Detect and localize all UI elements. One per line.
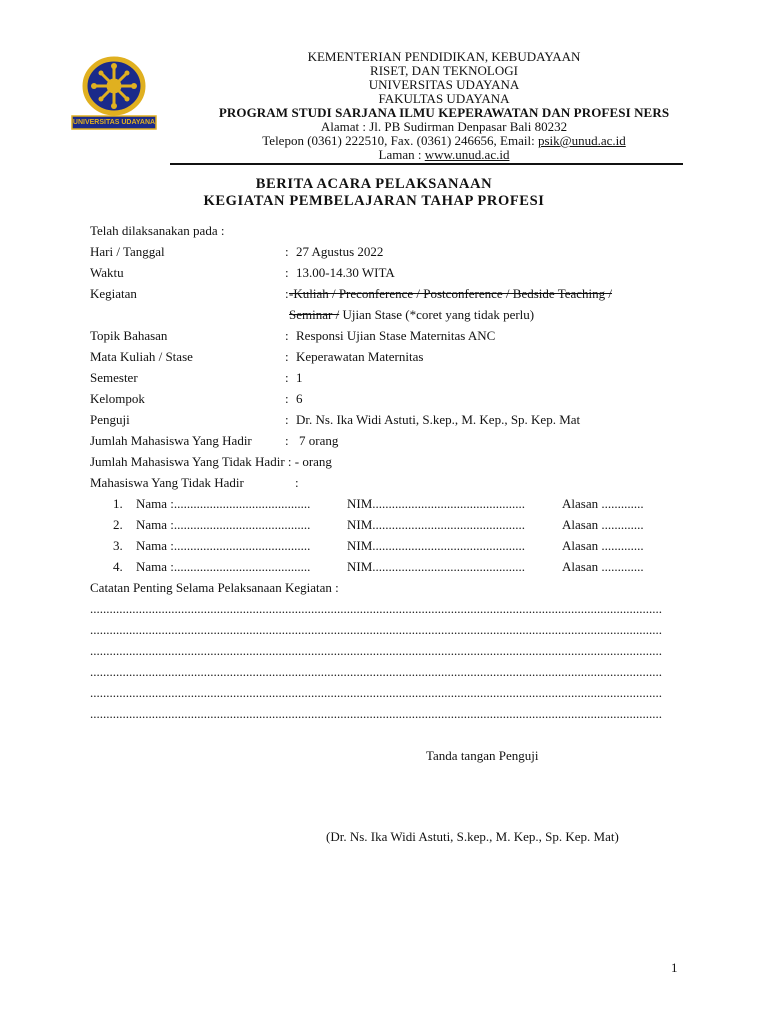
field-label-time: Waktu <box>90 265 124 280</box>
header-divider <box>170 163 683 165</box>
field-colon: : <box>285 370 289 385</box>
list-item-name: Nama :.......................................... <box>136 538 311 553</box>
header-ministry: KEMENTERIAN PENDIDIKAN, KEBUDAYAAN <box>307 49 581 64</box>
field-value-present: 7 orang <box>299 433 339 448</box>
logo-text: UNIVERSITAS UDAYANA <box>72 119 156 126</box>
field-colon: : <box>285 286 289 301</box>
document-title-line2: KEGIATAN PEMBELAJARAN TAHAP PROFESI <box>203 193 545 209</box>
field-value-semester: 1 <box>296 370 303 385</box>
field-colon: : <box>285 328 289 343</box>
header-faculty: FAKULTAS UDAYANA <box>378 91 510 106</box>
field-colon: : <box>285 391 289 406</box>
document-title-line1: BERITA ACARA PELAKSANAAN <box>255 176 493 192</box>
university-logo <box>68 48 160 132</box>
field-colon: : <box>285 265 289 280</box>
field-label-examiner: Penguji <box>90 412 130 427</box>
notes-line: ................................................................................................................................................................................ <box>90 622 662 637</box>
field-label-date: Hari / Tanggal <box>90 244 165 259</box>
field-colon: : <box>285 433 289 448</box>
field-value-course: Keperawatan Maternitas <box>296 349 424 364</box>
list-item-number: 1. <box>113 496 123 511</box>
list-item-nim: NIM............................................... <box>347 496 526 511</box>
list-item-reason: Alasan ............. <box>562 496 644 511</box>
list-item-nim: NIM............................................... <box>347 538 526 553</box>
list-item-name: Nama :.......................................... <box>136 517 311 532</box>
activity-value <box>289 307 534 322</box>
field-value-examiner: Dr. Ns. Ika Widi Astuti, S.kep., M. Kep., Sp. Kep. Mat <box>296 412 581 427</box>
activity-struck-options: -Kuliah / Preconference / Postconference / Bedside Teaching / <box>289 286 613 301</box>
list-item-name: Nama :.......................................... <box>136 559 311 574</box>
field-value-topic: Responsi Ujian Stase Maternitas ANC <box>296 328 496 343</box>
header-address: Alamat : Jl. PB Sudirman Denpasar Bali 80232 <box>320 119 568 134</box>
activity-struck-seminar: Seminar / <box>289 307 340 322</box>
field-label-group: Kelompok <box>90 391 145 406</box>
field-value-date: 27 Agustus 2022 <box>296 244 384 259</box>
page-number: 1 <box>671 960 678 975</box>
field-colon: : <box>285 349 289 364</box>
activity-selected: Ujian Stase (*coret yang tidak perlu) <box>339 307 535 322</box>
list-item-reason: Alasan ............. <box>562 538 644 553</box>
list-item-reason: Alasan ............. <box>562 517 644 532</box>
field-label-semester: Semester <box>90 370 138 385</box>
header-web <box>170 148 718 162</box>
field-colon: : <box>285 244 289 259</box>
notes-line: ................................................................................................................................................................................ <box>90 664 662 679</box>
field-label-present: Jumlah Mahasiswa Yang Hadir <box>90 433 252 448</box>
list-item-name: Nama :.......................................... <box>136 496 311 511</box>
field-label-activity: Kegiatan <box>90 286 137 301</box>
list-item-nim: NIM............................................... <box>347 517 526 532</box>
field-value-time: 13.00-14.30 WITA <box>296 265 395 280</box>
notes-label: Catatan Penting Selama Pelaksanaan Kegiatan : <box>90 580 339 595</box>
signature-label: Tanda tangan Penguji <box>426 748 539 763</box>
intro-text: Telah dilaksanakan pada : <box>90 223 225 238</box>
list-item-nim: NIM............................................... <box>347 559 526 574</box>
header-ministry-2: RISET, DAN TEKNOLOGI <box>370 63 518 78</box>
field-label-course: Mata Kuliah / Stase <box>90 349 193 364</box>
list-item-number: 4. <box>113 559 123 574</box>
field-label-topic: Topik Bahasan <box>90 328 168 343</box>
header-contact <box>170 134 718 148</box>
list-item-number: 2. <box>113 517 123 532</box>
signature-name: (Dr. Ns. Ika Widi Astuti, S.kep., M. Kep., Sp. Kep. Mat) <box>326 829 619 844</box>
list-item-reason: Alasan ............. <box>562 559 644 574</box>
website-link[interactable]: www.unud.ac.id <box>424 147 510 162</box>
header-phone: Telepon (0361) 222510, Fax. (0361) 246656, Email: <box>262 133 538 148</box>
field-absent-count: Jumlah Mahasiswa Yang Tidak Hadir : - orang <box>90 454 332 469</box>
header-program: PROGRAM STUDI SARJANA ILMU KEPERAWATAN DAN PROFESI NERS <box>218 105 670 120</box>
field-colon: : <box>295 475 299 490</box>
field-colon: : <box>285 412 289 427</box>
notes-line: ................................................................................................................................................................................ <box>90 601 662 616</box>
list-item-number: 3. <box>113 538 123 553</box>
field-value-group: 6 <box>296 391 303 406</box>
email-link[interactable]: psik@unud.ac.id <box>537 133 626 148</box>
header-web-label: Laman : <box>378 147 425 162</box>
header-university: UNIVERSITAS UDAYANA <box>368 77 520 92</box>
absent-list-label: Mahasiswa Yang Tidak Hadir <box>90 475 244 490</box>
notes-line: ................................................................................................................................................................................ <box>90 706 662 721</box>
notes-line: ................................................................................................................................................................................ <box>90 643 662 658</box>
notes-line: ................................................................................................................................................................................ <box>90 685 662 700</box>
